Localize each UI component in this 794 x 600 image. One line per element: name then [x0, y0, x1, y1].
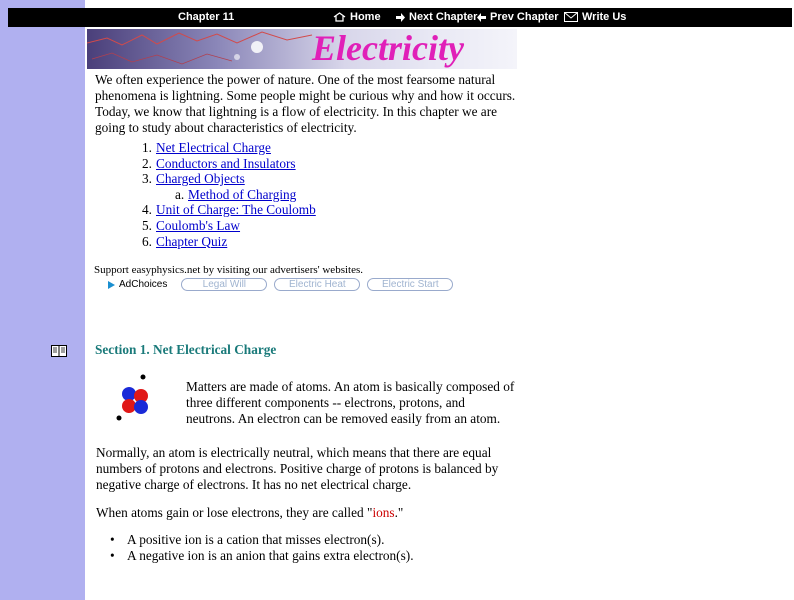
support-text: Support easyphysics.net by visiting our advertisers' websites.: [94, 264, 364, 276]
write-us-label: Write Us: [582, 11, 627, 23]
toc-item: [142, 140, 316, 156]
ad-link-electric-heat[interactable]: Electric Heat: [274, 278, 360, 291]
ions-paragraph: [96, 505, 403, 521]
toc-item: [142, 202, 316, 218]
write-us-link[interactable]: [564, 11, 626, 23]
list-item-text: A positive ion is a cation that misses electron(s).: [127, 532, 385, 547]
toc-link-chapter-quiz[interactable]: Chapter Quiz: [156, 233, 228, 249]
arrow-left-icon: [477, 13, 486, 22]
toc-item: [142, 234, 316, 250]
list-item-text: A negative ion is an anion that gains extra electron(s).: [127, 548, 414, 563]
ions-prefix: When atoms gain or lose electrons, they are called ": [96, 505, 373, 520]
next-chapter-link[interactable]: [396, 11, 477, 23]
bullet-icon: •: [110, 548, 115, 563]
home-icon: [333, 12, 346, 22]
toc-number: 3.: [142, 171, 152, 187]
adchoices-icon: [107, 280, 116, 290]
toc-link-net-charge[interactable]: Net Electrical Charge: [156, 140, 271, 155]
toc-number: a.: [175, 186, 185, 202]
next-chapter-label: Next Chapter: [409, 11, 478, 23]
toc-link-method-charging[interactable]: Method of Charging: [188, 186, 297, 202]
sidebar-strip: [0, 0, 85, 600]
table-of-contents: [142, 140, 316, 249]
ad-link-electric-start[interactable]: Electric Start: [367, 278, 453, 291]
ad-row: [107, 278, 460, 291]
toc-number: 2.: [142, 155, 152, 171]
atom-illustration: [115, 372, 159, 422]
toc-link-conductors[interactable]: Conductors and Insulators: [156, 155, 296, 171]
arrow-right-icon: [396, 13, 405, 22]
toc-number: 4.: [142, 202, 152, 218]
toc-number: 6.: [142, 233, 152, 249]
toc-link-charged-objects[interactable]: Charged Objects: [156, 171, 245, 187]
toc-number: 1.: [142, 140, 152, 155]
neutral-paragraph: Normally, an atom is electrically neutral, which means that there are equal numbers of protons and electrons. Positive charge of protons is balanced by negative charge of electrons. It has no net electrical charge.: [96, 445, 499, 492]
toc-number: 5.: [142, 217, 152, 233]
toc-item: [142, 218, 316, 234]
toc-item: [142, 171, 316, 187]
prev-chapter-link[interactable]: [477, 11, 558, 23]
toc-subitem: [142, 187, 316, 203]
section-title: Section 1. Net Electrical Charge: [95, 342, 277, 357]
toc-item: [142, 156, 316, 172]
list-item: [110, 532, 414, 548]
book-icon[interactable]: [51, 344, 67, 362]
toc-link-coulombs-law[interactable]: Coulomb's Law: [156, 217, 241, 233]
ions-term: ions: [372, 505, 395, 520]
home-label: Home: [350, 11, 381, 23]
chapter-banner: [87, 29, 517, 69]
ion-list: [110, 532, 414, 564]
prev-chapter-label: Prev Chapter: [490, 11, 559, 23]
top-navbar: [8, 8, 792, 27]
adchoices-link[interactable]: [107, 279, 167, 290]
adchoices-label: AdChoices: [119, 279, 168, 290]
chapter-label: Chapter 11: [178, 11, 235, 23]
ions-suffix: .": [394, 505, 404, 520]
banner-title: Electricity: [312, 29, 464, 68]
intro-paragraph: We often experience the power of nature. One of the most fearsome natural phenomena is lightning. Some people might be curious why and how it occurs. Today, we know that lightning is a flow of electricity. In this chapter we are going to study about characteristics of electricity.: [95, 72, 516, 135]
mail-icon: [564, 12, 578, 22]
home-link[interactable]: [333, 11, 381, 23]
list-item: [110, 548, 414, 564]
toc-link-coulomb-unit[interactable]: Unit of Charge: The Coulomb: [156, 202, 316, 218]
bullet-icon: •: [110, 532, 115, 547]
atoms-paragraph: Matters are made of atoms. An atom is basically composed of three different components -- electrons, protons, and neutrons. An electron can be removed easily from an atom.: [186, 379, 515, 426]
ad-link-legal-will[interactable]: Legal Will: [181, 278, 267, 291]
